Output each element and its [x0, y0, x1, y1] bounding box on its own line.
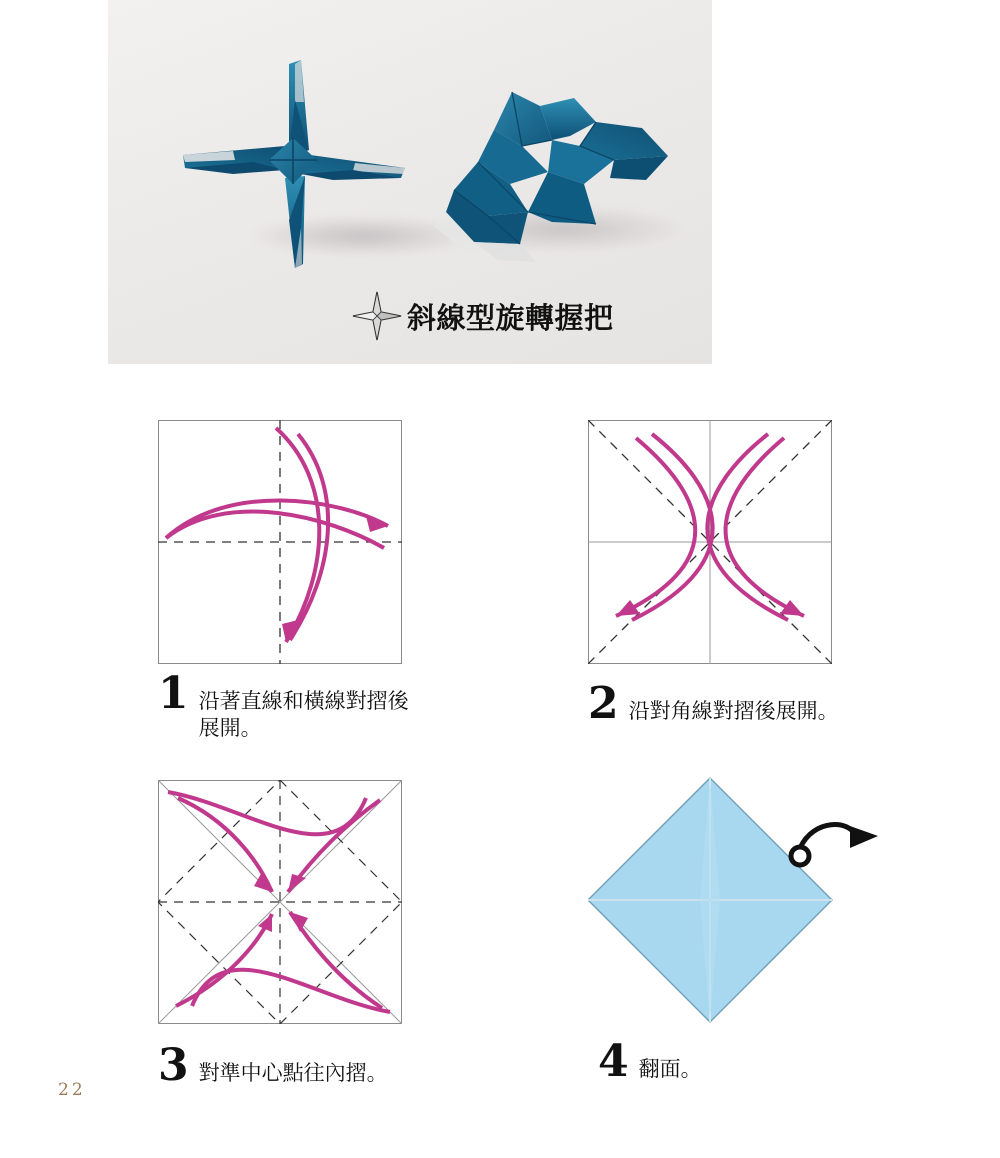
step-text: 沿對角線對摺後展開。	[628, 699, 839, 723]
step-2-caption	[588, 678, 839, 729]
step-number: 4	[598, 1036, 629, 1087]
step-3-caption	[158, 1040, 402, 1091]
step-number: 2	[588, 678, 619, 729]
photo-caption-text: 斜線型旋轉握把	[407, 300, 614, 335]
step-4-diagram	[588, 770, 888, 1030]
photo-caption	[351, 290, 614, 342]
step-2-diagram	[588, 420, 832, 664]
step-3	[158, 780, 402, 1091]
step-4	[588, 770, 888, 1087]
step-number: 1	[158, 668, 189, 719]
model-left	[183, 60, 405, 268]
step-3-diagram	[158, 780, 402, 1024]
step-text: 翻面。	[638, 1057, 702, 1081]
four-point-star-icon	[351, 290, 403, 342]
step-1-diagram	[158, 420, 402, 664]
step-number: 3	[158, 1040, 189, 1091]
step-4-caption	[598, 1036, 888, 1087]
model-right	[434, 92, 668, 262]
step-1-caption	[158, 668, 409, 742]
step-1	[158, 420, 409, 742]
page-number: 22	[58, 1080, 86, 1100]
step-text: 對準中心點往內摺。	[198, 1061, 388, 1085]
step-2	[588, 420, 839, 729]
model-photo	[108, 0, 712, 364]
step-text: 沿著直線和橫線對摺後 展開。	[198, 689, 409, 740]
